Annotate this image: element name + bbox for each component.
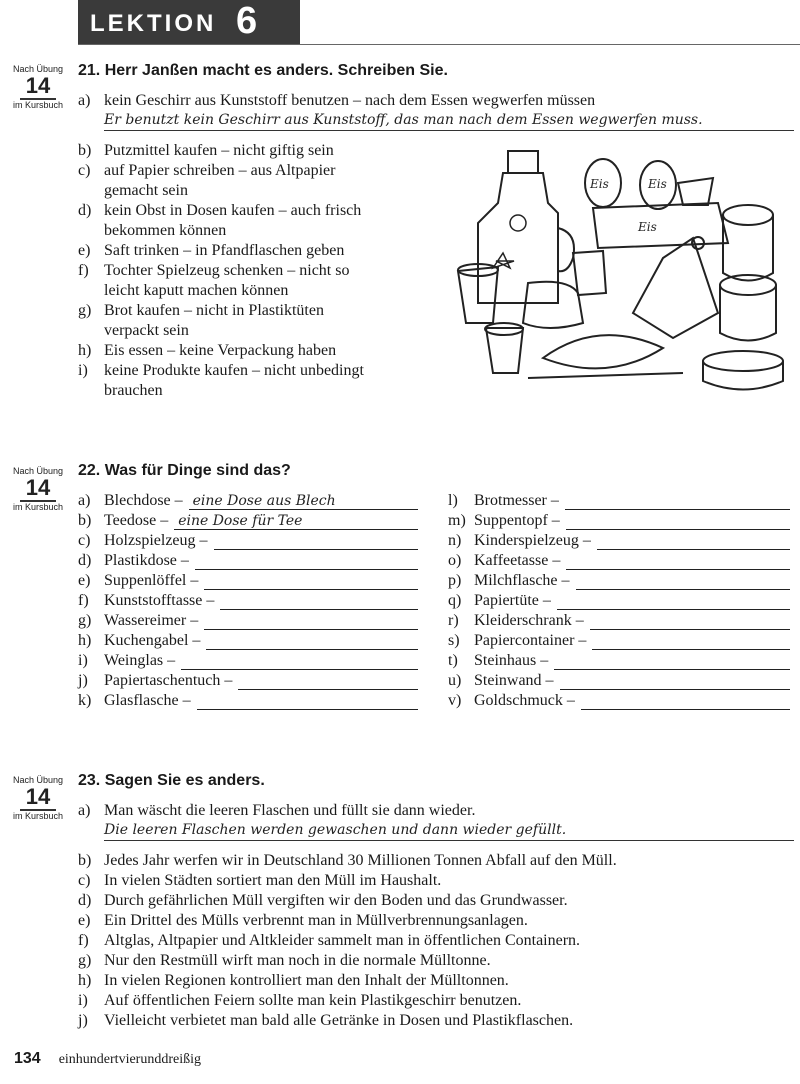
bottle-cap	[508, 151, 538, 173]
answer-blank[interactable]	[204, 629, 418, 630]
ex22-item: e) Suppenlöffel –	[78, 572, 199, 589]
ex21-item: d) kein Obst in Dosen kaufen – auch frisch	[78, 202, 362, 219]
answer-blank[interactable]	[566, 569, 790, 570]
ex21-item: b) Putzmittel kaufen – nicht giftig sein	[78, 142, 334, 159]
ex22-item: a) Blechdose –	[78, 492, 183, 509]
ex22-item: r) Kleiderschrank –	[448, 612, 584, 629]
exercise-badge: Nach Übung 14 im Kursbuch	[12, 775, 64, 821]
ex22-item: c) Holzspielzeug –	[78, 532, 208, 549]
bottle	[478, 173, 558, 303]
ex21-item: a) kein Geschirr aus Kunststoff benutzen – nach dem Essen wegwerfen müssen	[78, 92, 596, 109]
ex22-item: q) Papiertüte –	[448, 592, 551, 609]
ex22-item: s) Papiercontainer –	[448, 632, 587, 649]
ex22-item: p) Milchflasche –	[448, 572, 570, 589]
lesson-number: 6	[236, 0, 258, 42]
answer-blank[interactable]	[189, 509, 418, 510]
ex22-answer: eine Dose für Tee	[178, 513, 303, 529]
ex21-item: i) keine Produkte kaufen – nicht unbedingt	[78, 362, 364, 379]
lesson-header	[78, 0, 300, 44]
answer-blank[interactable]	[566, 529, 790, 530]
ex22-item: i) Weinglas –	[78, 652, 176, 669]
ex22-item: h) Kuchengabel –	[78, 632, 201, 649]
answer-blank[interactable]	[592, 649, 790, 650]
ex23-item: e) Ein Drittel des Mülls verbrennt man in Müllverbrennungsanlagen.	[78, 912, 528, 929]
answer-line	[104, 840, 794, 841]
lesson-word: LEKTION	[90, 10, 217, 37]
ex23-item: j) Vielleicht verbietet man bald alle Getränke in Dosen und Plastikflaschen.	[78, 1012, 574, 1029]
ex23-item: a) Man wäscht die leeren Flaschen und füllt sie dann wieder.	[78, 802, 476, 819]
ex22-item: t) Steinhaus –	[448, 652, 549, 669]
ex22-item: g) Wassereimer –	[78, 612, 199, 629]
answer-blank[interactable]	[204, 589, 418, 590]
ex22-item: j) Papiertaschentuch –	[78, 672, 233, 689]
ex21-answer: Er benutzt kein Geschirr aus Kunststoff, das man nach dem Essen wegwerfen muss.	[104, 112, 703, 128]
answer-blank[interactable]	[565, 509, 790, 510]
ex22-item: u) Steinwand –	[448, 672, 554, 689]
answer-blank[interactable]	[590, 629, 790, 630]
ex21-item: verpackt sein	[104, 322, 189, 339]
ex22-item: k) Glasflasche –	[78, 692, 191, 709]
exercise-21-title: 21. Herr Janßen macht es anders. Schreiben Sie.	[78, 62, 448, 79]
header-rule	[78, 44, 800, 45]
ex23-item: b) Jedes Jahr werfen wir in Deutschland 30 Millionen Tonnen Abfall auf den Müll.	[78, 852, 617, 869]
answer-blank[interactable]	[206, 649, 418, 650]
ex22-item: m) Suppentopf –	[448, 512, 560, 529]
ex23-item: g) Nur den Restmüll wirft man noch in die normale Mülltonne.	[78, 952, 491, 969]
exercise-badge: Nach Übung 14 im Kursbuch	[12, 64, 64, 110]
answer-blank[interactable]	[197, 709, 418, 710]
answer-blank[interactable]	[597, 549, 790, 550]
bread	[543, 335, 663, 368]
ex23-item: d) Durch gefährlichen Müll vergiften wir den Boden und das Grundwasser.	[78, 892, 568, 909]
answer-blank[interactable]	[554, 669, 790, 670]
ex23-item: i) Auf öffentlichen Feiern sollte man kein Plastikgeschirr benutzen.	[78, 992, 522, 1009]
answer-blank[interactable]	[581, 709, 790, 710]
ex21-item: h) Eis essen – keine Verpackung haben	[78, 342, 337, 359]
exercise-23-title: 23. Sagen Sie es anders.	[78, 772, 265, 789]
ex23-item: h) In vielen Regionen kontrolliert man den Inhalt der Mülltonnen.	[78, 972, 509, 989]
ex21-item: gemacht sein	[104, 182, 188, 199]
ex21-item: e) Saft trinken – in Pfandflaschen geben	[78, 242, 345, 259]
page-number: 134	[14, 1050, 41, 1067]
ex22-item: l) Brotmesser –	[448, 492, 559, 509]
ex22-item: v) Goldschmuck –	[448, 692, 575, 709]
ice-label: Eis	[638, 220, 657, 234]
ex21-item: c) auf Papier schreiben – aus Altpapier	[78, 162, 336, 179]
recyclables-illustration	[448, 143, 798, 401]
ex21-item: brauchen	[104, 382, 163, 399]
ex23-answer: Die leeren Flaschen werden gewaschen und dann wieder gefüllt.	[104, 822, 567, 838]
ex22-item: b) Teedose –	[78, 512, 169, 529]
ice-label: Eis	[590, 177, 609, 191]
ex22-item: o) Kaffeetasse –	[448, 552, 561, 569]
ex21-item: g) Brot kaufen – nicht in Plastiktüten	[78, 302, 324, 319]
page-footer	[14, 1050, 201, 1068]
answer-blank[interactable]	[576, 589, 790, 590]
answer-line	[104, 130, 794, 131]
ice-label: Eis	[648, 177, 667, 191]
ex21-item: f) Tochter Spielzeug schenken – nicht so	[78, 262, 350, 279]
ex23-item: c) In vielen Städten sortiert man den Müll im Haushalt.	[78, 872, 442, 889]
ex22-item: n) Kinderspielzeug –	[448, 532, 591, 549]
answer-blank[interactable]	[220, 609, 418, 610]
answer-blank[interactable]	[238, 689, 418, 690]
answer-blank[interactable]	[214, 549, 418, 550]
ex22-item: f) Kunststofftasse –	[78, 592, 215, 609]
ex22-item: d) Plastikdose –	[78, 552, 189, 569]
answer-blank[interactable]	[560, 689, 790, 690]
answer-blank[interactable]	[174, 529, 418, 530]
ex21-item: leicht kaputt machen können	[104, 282, 289, 299]
answer-blank[interactable]	[557, 609, 790, 610]
page-number-words: einhundertvierunddreißig	[58, 1052, 201, 1067]
ex22-answer: eine Dose aus Blech	[192, 493, 336, 509]
answer-blank[interactable]	[195, 569, 418, 570]
exercise-22-title: 22. Was für Dinge sind das?	[78, 462, 291, 479]
ex21-item: bekommen können	[104, 222, 227, 239]
exercise-badge: Nach Übung 14 im Kursbuch	[12, 466, 64, 512]
answer-blank[interactable]	[181, 669, 418, 670]
ex23-item: f) Altglas, Altpapier und Altkleider sammelt man in öffentlichen Containern.	[78, 932, 581, 949]
